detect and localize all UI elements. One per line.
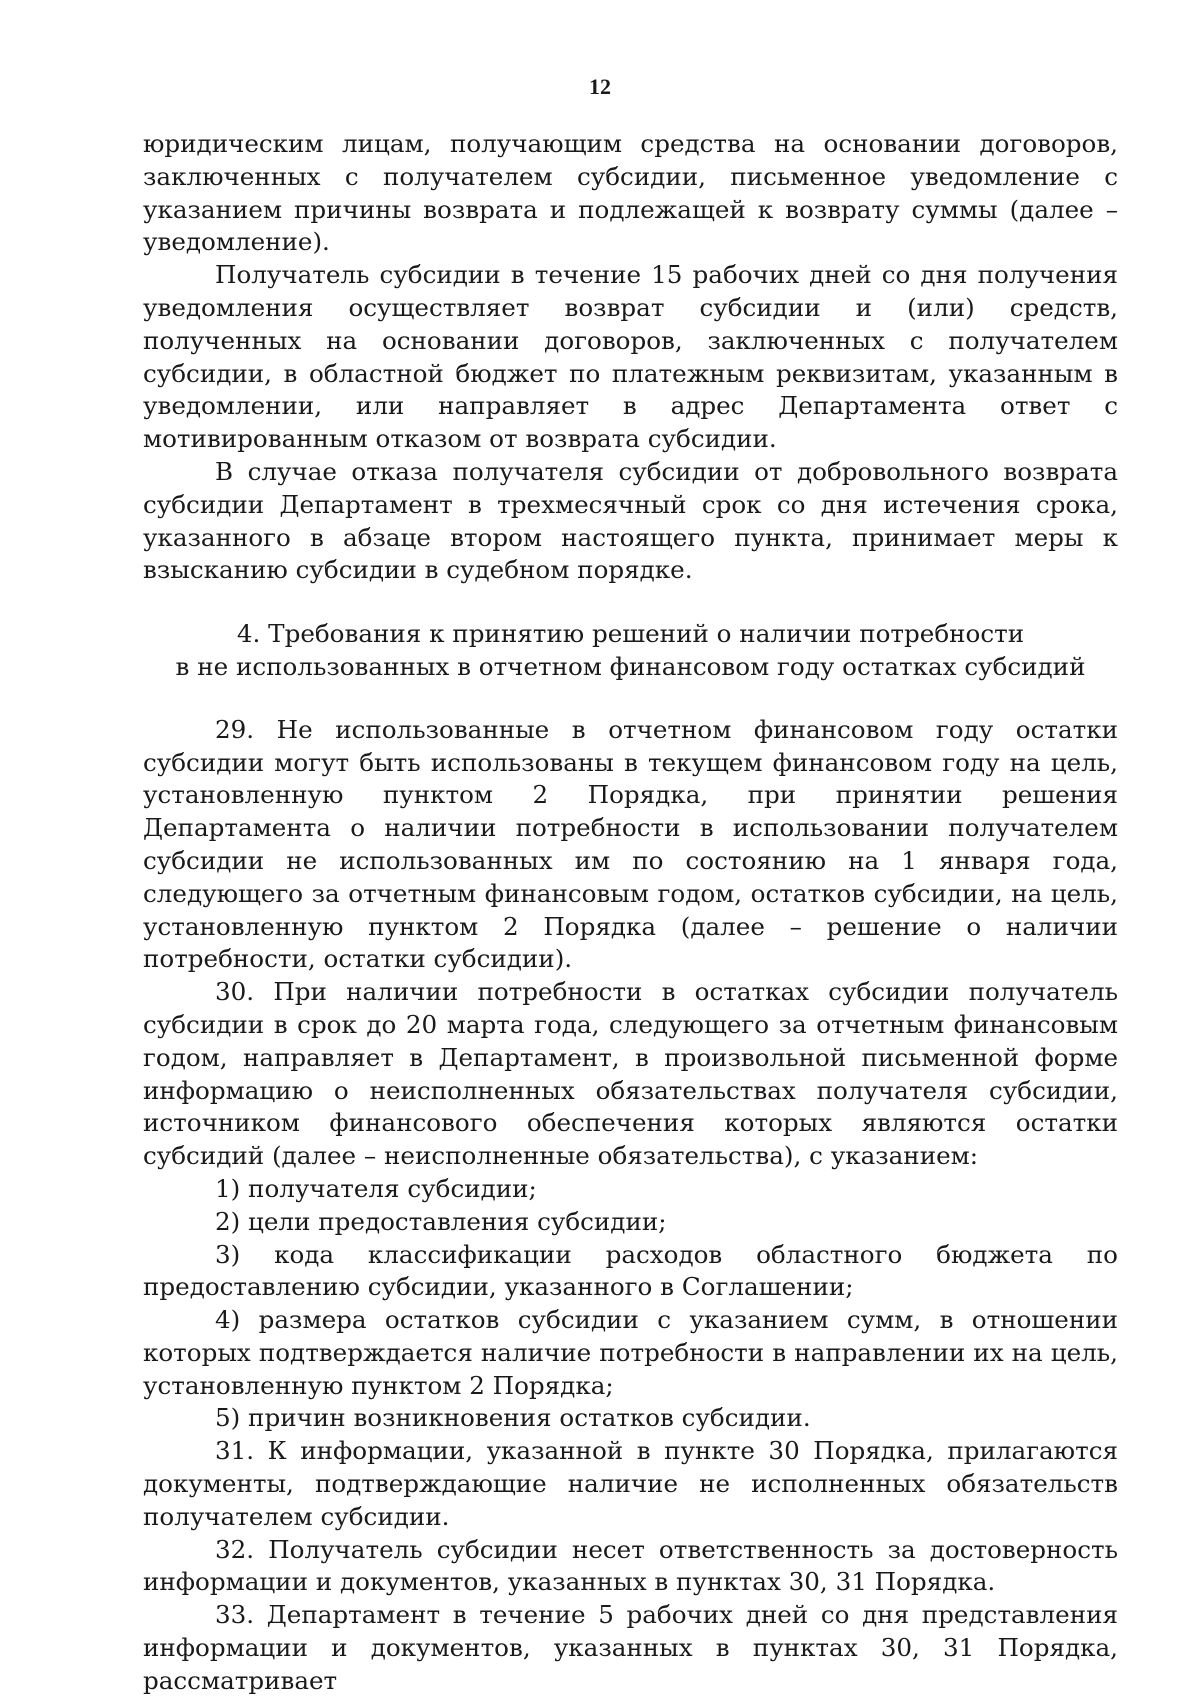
section-heading-line: 4. Требования к принятию решений о наличии потребности [236, 619, 1025, 649]
clause-30: 30. При наличии потребности в остатках субсидии получатель субсидии в срок до 20 марта года, следующего за отчетным финансовым годом, направляет в Департамент, в произвольной письменной форме информацию о неисполненных обязательствах получателя субсидии, источником финансового обеспечения которых являются остатки субсидий (далее – неисполненные обязательства), с указанием: [143, 977, 1118, 1171]
section-heading-line: в не использованных в отчетном финансовом году остатках субсидий [175, 651, 1086, 681]
clause-33: 33. Департамент в течение 5 рабочих дней со дня представления информации и документов, указанных в пунктах 30, 31 Порядка, рассматривает [143, 1600, 1118, 1695]
clause-31: 31. К информации, указанной в пункте 30 Порядка, прилагаются документы, подтверждающие наличие не исполненных обязательств получателем субсидии. [143, 1436, 1118, 1531]
document-body [143, 128, 1118, 1698]
list-item: 2) цели предоставления субсидии; [215, 1206, 667, 1236]
paragraph: Получатель субсидии в течение 15 рабочих дней со дня получения уведомления осуществляет возврат субсидии и (или) средств, полученных на основании договоров, заключенных с получателем субсидии, в областной бюджет по платежным реквизитам, указанным в уведомлении, или направляет в адрес Департамента ответ с мотивированным отказом от возврата субсидии. [143, 260, 1118, 454]
list-item: 3) кода классификации расходов областного бюджета по предоставлению субсидии, указанного в Соглашении; [143, 1239, 1118, 1302]
page-number: 12 [589, 74, 611, 99]
list-item: 4) размера остатков субсидии с указанием сумм, в отношении которых подтверждается наличие потребности в направлении их на цель, установленную пунктом 2 Порядка; [143, 1305, 1118, 1400]
list-item: 5) причин возникновения остатков субсидии. [215, 1403, 811, 1433]
paragraph-continuation: юридическим лицам, получающим средства на основании договоров, заключенных с получателем субсидии, письменное уведомление с указанием причины возврата и подлежащей к возврату суммы (далее – уведомление). [143, 129, 1118, 257]
paragraph: В случае отказа получателя субсидии от добровольного возврата субсидии Департамент в трехмесячный срок со дня истечения срока, указанного в абзаце втором настоящего пункта, принимает меры к взысканию субсидии в судебном порядке. [143, 456, 1118, 585]
section-heading [143, 618, 1118, 684]
list-item: 1) получателя субсидии; [215, 1173, 537, 1203]
clause-29: 29. Не использованные в отчетном финансовом году остатки субсидии могут быть использованы в текущем финансовом году на цель, установленную пунктом 2 Порядка, при принятии решения Департамента о наличии потребности в использовании получателем субсидии не использованных им по состоянию на 1 января года, следующего за отчетным финансовым годом, остатков субсидии, на цель, установленную пунктом 2 Порядка (далее – решение о наличии потребности, остатки субсидии). [143, 714, 1118, 974]
clause-32: 32. Получатель субсидии несет ответственность за достоверность информации и документов, указанных в пунктах 30, 31 Порядка. [143, 1534, 1118, 1597]
